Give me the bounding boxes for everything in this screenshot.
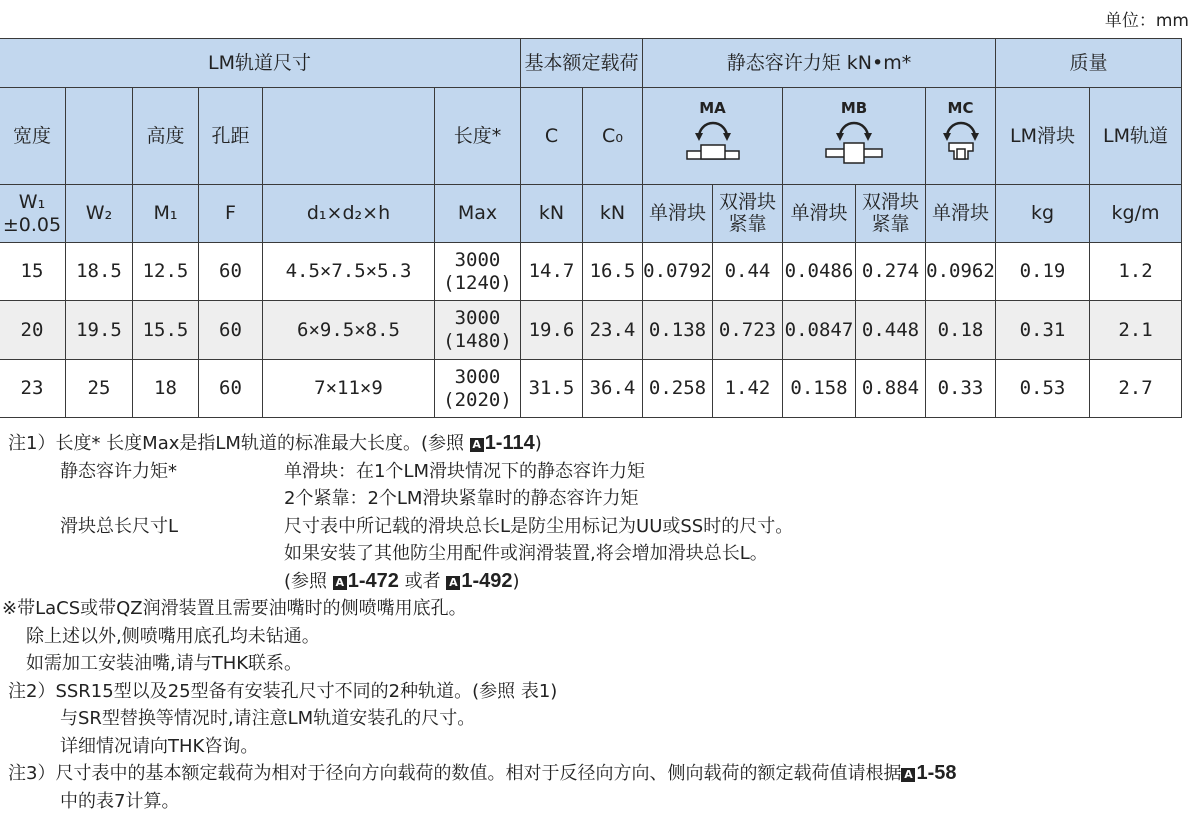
header-row-groups	[0, 39, 1182, 88]
note-star-3: 如需加工安装油嘴,请与THK联系。	[26, 653, 303, 674]
unit-label: 单位：mm	[1104, 11, 1189, 31]
row-ma1: 0.138	[643, 301, 713, 360]
row-ma1: 0.0792	[643, 243, 713, 301]
group-mass: 质量	[996, 39, 1182, 88]
note-1-ref[interactable]: 1-114	[484, 432, 535, 454]
note-3-line2: 中的表7计算。	[60, 790, 180, 812]
note-3-text: 注3）尺寸表中的基本额定载荷为相对于径向方向载荷的数值。相对于反径向方向、侧向载荷的额定载荷值请根据	[8, 763, 902, 784]
row-dims: 7×11×9	[263, 360, 435, 418]
length-label: 长度*	[435, 88, 521, 185]
row-c: 14.7	[521, 243, 583, 301]
mb-label: MB	[840, 99, 868, 118]
row-c: 19.6	[521, 301, 583, 360]
ma-cell	[643, 88, 783, 185]
mass-rail-label: LM轨道	[1090, 88, 1182, 185]
row-kgm: 2.7	[1090, 360, 1182, 418]
w1-tolerance: ±0.05	[2, 213, 62, 236]
mc-label: MC	[947, 99, 974, 118]
note-block-ref2[interactable]: 1-492	[461, 569, 513, 592]
note-block-label: 滑块总长尺寸L	[60, 515, 179, 537]
note-block-text1: 尺寸表中所记载的滑块总长L是防尘用标记为UU或SS时的尺寸。	[284, 515, 794, 537]
row-length-max: 3000	[454, 248, 501, 271]
note-moment-text2: 2个紧靠：2个LM滑块紧靠时的静态容许力矩	[284, 488, 639, 509]
note-2-line3: 详细情况请向THK咨询。	[60, 735, 259, 757]
c0-label: C₀	[583, 88, 643, 185]
group-lm-rail: LM轨道尺寸	[0, 39, 521, 88]
row-length	[435, 360, 521, 418]
max-label: Max	[435, 185, 521, 243]
dims-label: d₁×d₂×h	[263, 185, 435, 243]
row-mb1: 0.0486	[783, 243, 856, 301]
note-1-suffix: )	[534, 433, 542, 454]
note-star-2: 除上述以外,侧喷嘴用底孔均未钻通。	[26, 625, 320, 647]
row-w2: 25	[66, 360, 133, 418]
row-m1: 12.5	[133, 243, 199, 301]
row-length-alt: (1480)	[443, 330, 512, 352]
note-block-ref-line	[284, 568, 520, 596]
mc-cell	[926, 88, 996, 185]
c-unit: kN	[521, 185, 583, 243]
row-mc1: 0.18	[926, 301, 996, 360]
row-ma1: 0.258	[643, 360, 713, 418]
ref-mark-icon: A	[470, 438, 484, 452]
ref-mark-icon: A	[901, 768, 915, 782]
row-length	[435, 243, 521, 301]
note-block-text2: 如果安装了其他防尘用配件或润滑装置,将会增加滑块总长L。	[284, 543, 768, 564]
mass-block-label: LM滑块	[996, 88, 1090, 185]
row-f: 60	[199, 243, 263, 301]
mb-cell	[783, 88, 926, 185]
w1-unit	[0, 185, 66, 243]
moment-c-icon	[936, 119, 986, 167]
f-label: F	[199, 185, 263, 243]
row-length-max: 3000	[454, 307, 501, 330]
note-2-line2: 与SR型替换等情况时,请注意LM轨道安装孔的尺寸。	[60, 708, 476, 729]
width-label: 宽度	[0, 88, 66, 185]
header-row-labels	[0, 88, 1182, 185]
c-label: C	[521, 88, 583, 185]
row-m1: 15.5	[133, 301, 199, 360]
spec-table	[0, 38, 1182, 418]
dims-blank	[263, 88, 435, 185]
row-w1: 15	[0, 243, 66, 301]
row-c0: 23.4	[583, 301, 643, 360]
w2-label: W₂	[66, 185, 133, 243]
note-moment-2	[8, 485, 956, 513]
row-w2: 18.5	[66, 243, 133, 301]
row-w2: 19.5	[66, 301, 133, 360]
table-row	[0, 243, 1182, 301]
row-mc1: 0.0962	[926, 243, 996, 301]
note-block-ref	[8, 568, 956, 596]
row-dims: 6×9.5×8.5	[263, 301, 435, 360]
row-mb1: 0.0847	[783, 301, 856, 360]
note-2-line1: 注2）SSR15型以及25型备有安装孔尺寸不同的2种轨道。(参照 表1)	[8, 680, 558, 702]
row-c: 31.5	[521, 360, 583, 418]
note-moment	[8, 458, 956, 486]
ref-mark-icon: A	[446, 576, 460, 590]
kg-unit: kg	[996, 185, 1090, 243]
row-kg: 0.19	[996, 243, 1090, 301]
row-c0: 16.5	[583, 243, 643, 301]
row-f: 60	[199, 301, 263, 360]
row-kgm: 2.1	[1090, 301, 1182, 360]
row-mb2: 0.274	[856, 243, 926, 301]
ma-single-label: 单滑块	[643, 185, 713, 243]
row-kg: 0.31	[996, 301, 1090, 360]
pitch-label: 孔距	[199, 88, 263, 185]
row-ma2: 0.44	[713, 243, 783, 301]
note-star-1: ※带LaCS或带QZ润滑装置且需要油嘴时的侧喷嘴用底孔。	[2, 598, 467, 619]
row-kgm: 1.2	[1090, 243, 1182, 301]
row-length-max: 3000	[454, 365, 501, 388]
moment-b-icon	[814, 119, 894, 167]
height-label: 高度	[133, 88, 199, 185]
mb-single-label: 单滑块	[783, 185, 856, 243]
row-length	[435, 301, 521, 360]
note-3-ref[interactable]: 1-58	[916, 762, 957, 784]
moment-a-icon	[673, 119, 753, 167]
row-mc1: 0.33	[926, 360, 996, 418]
note-3-line1	[8, 760, 956, 788]
row-dims: 4.5×7.5×5.3	[263, 243, 435, 301]
note-1	[8, 430, 956, 458]
note-block-ref-suffix: )	[512, 570, 520, 592]
row-length-alt: (2020)	[443, 388, 512, 411]
mb-double-label: 双滑块紧靠	[856, 185, 926, 243]
group-moment: 静态容许力矩 kN•m*	[643, 39, 996, 88]
c0-unit: kN	[583, 185, 643, 243]
w2-blank	[66, 88, 133, 185]
w1-label: W₁	[18, 190, 46, 213]
row-mb2: 0.448	[856, 301, 926, 360]
group-load: 基本额定载荷	[521, 39, 643, 88]
mc-single-label: 单滑块	[926, 185, 996, 243]
ref-mark-icon: A	[333, 576, 347, 590]
row-ma2: 1.42	[713, 360, 783, 418]
row-mb2: 0.884	[856, 360, 926, 418]
row-w1: 23	[0, 360, 66, 418]
note-block-ref1[interactable]: 1-472	[347, 569, 399, 592]
row-c0: 36.4	[583, 360, 643, 418]
row-length-alt: (1240)	[443, 271, 512, 294]
table-row	[0, 360, 1182, 418]
note-moment-text1: 单滑块：在1个LM滑块情况下的静态容许力矩	[284, 460, 646, 482]
row-mb1: 0.158	[783, 360, 856, 418]
note-moment-label: 静态容许力矩*	[60, 460, 177, 482]
kgm-unit: kg/m	[1090, 185, 1182, 243]
note-block-ref-prefix: (参照	[284, 570, 333, 592]
row-ma2: 0.723	[713, 301, 783, 360]
ma-label: MA	[699, 99, 726, 118]
note-1-text: 注1）长度* 长度Max是指LM轨道的标准最大长度。(参照	[8, 433, 470, 454]
row-kg: 0.53	[996, 360, 1090, 418]
row-w1: 20	[0, 301, 66, 360]
row-m1: 18	[133, 360, 199, 418]
note-block-2	[8, 540, 956, 568]
header-row-units	[0, 185, 1182, 243]
m1-label: M₁	[133, 185, 199, 243]
notes-section	[2, 430, 957, 815]
table-row	[0, 301, 1182, 360]
ma-double-label: 双滑块紧靠	[713, 185, 783, 243]
row-f: 60	[199, 360, 263, 418]
note-block	[8, 513, 956, 541]
note-block-ref-mid: 或者	[398, 570, 447, 592]
